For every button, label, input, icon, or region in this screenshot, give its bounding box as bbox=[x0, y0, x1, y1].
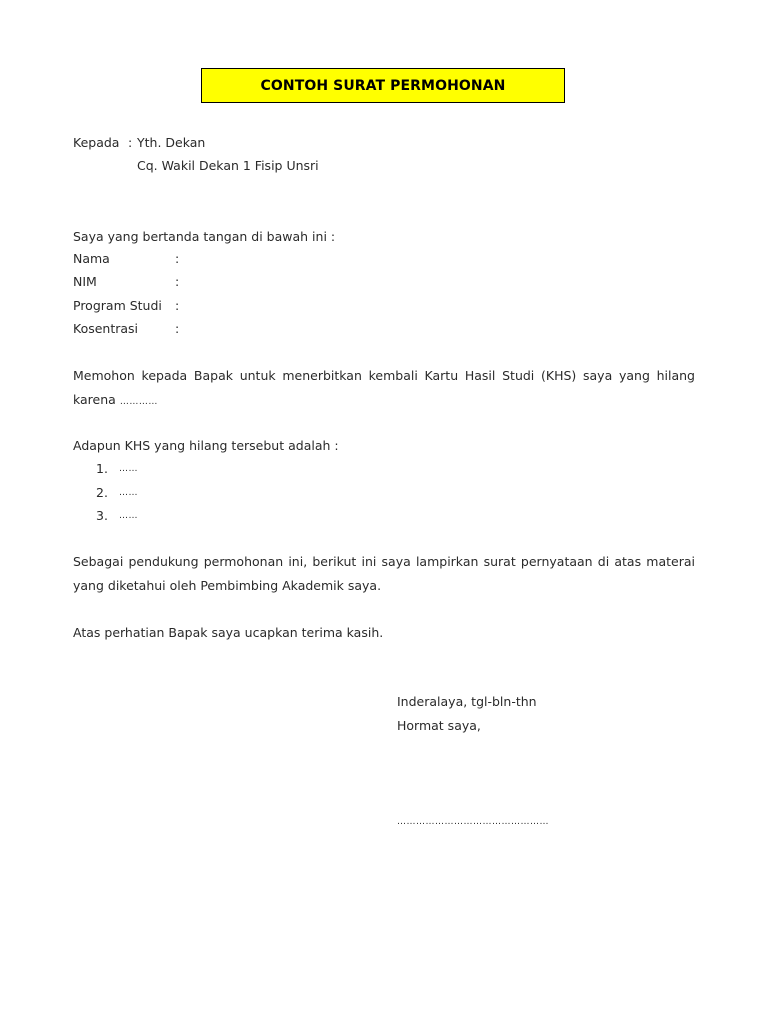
signature-line: ………………………………………… bbox=[397, 817, 549, 827]
request-paragraph bbox=[73, 368, 695, 384]
request-line-2 bbox=[73, 392, 158, 410]
field-separator: : bbox=[175, 274, 180, 289]
support-line-2: yang diketahui oleh Pembimbing Akademik saya. bbox=[73, 578, 382, 593]
field-label-nama: Nama bbox=[73, 251, 110, 266]
list-item-blank: …… bbox=[119, 464, 138, 474]
field-label-nim: NIM bbox=[73, 274, 97, 289]
closing-text: Atas perhatian Bapak saya ucapkan terima kasih. bbox=[73, 625, 384, 640]
support-line-1: Sebagai pendukung permohonan ini, berikut ini saya lampirkan surat pernyataan di atas materai bbox=[73, 554, 695, 569]
list-item-blank: …… bbox=[119, 488, 138, 498]
recipient-separator: : bbox=[128, 135, 133, 150]
list-item-blank: …… bbox=[119, 511, 138, 521]
recipient-label: Kepada bbox=[73, 135, 120, 150]
request-line-1: Memohon kepada Bapak untuk menerbitkan kembali Kartu Hasil Studi (KHS) saya yang hilang bbox=[73, 368, 695, 383]
title-box bbox=[201, 68, 565, 103]
request-reason-label: karena bbox=[73, 392, 116, 407]
lost-items-intro: Adapun KHS yang hilang tersebut adalah : bbox=[73, 438, 339, 453]
request-reason-blank: ………… bbox=[119, 397, 158, 407]
list-item-number: 1. bbox=[96, 461, 108, 476]
support-paragraph bbox=[73, 554, 695, 570]
field-label-program-studi: Program Studi bbox=[73, 298, 162, 313]
list-item-number: 2. bbox=[96, 485, 108, 500]
place-date: Inderalaya, tgl-bln-thn bbox=[397, 694, 537, 709]
regards-text: Hormat saya, bbox=[397, 718, 481, 733]
letter-title: CONTOH SURAT PERMOHONAN bbox=[260, 77, 506, 94]
recipient-line-1: Yth. Dekan bbox=[137, 135, 206, 150]
intro-text: Saya yang bertanda tangan di bawah ini : bbox=[73, 229, 336, 244]
field-separator: : bbox=[175, 251, 180, 266]
recipient-line-2: Cq. Wakil Dekan 1 Fisip Unsri bbox=[137, 158, 319, 173]
field-label-kosentrasi: Kosentrasi bbox=[73, 321, 139, 336]
list-item-number: 3. bbox=[96, 508, 108, 523]
field-separator: : bbox=[175, 321, 180, 336]
field-separator: : bbox=[175, 298, 180, 313]
